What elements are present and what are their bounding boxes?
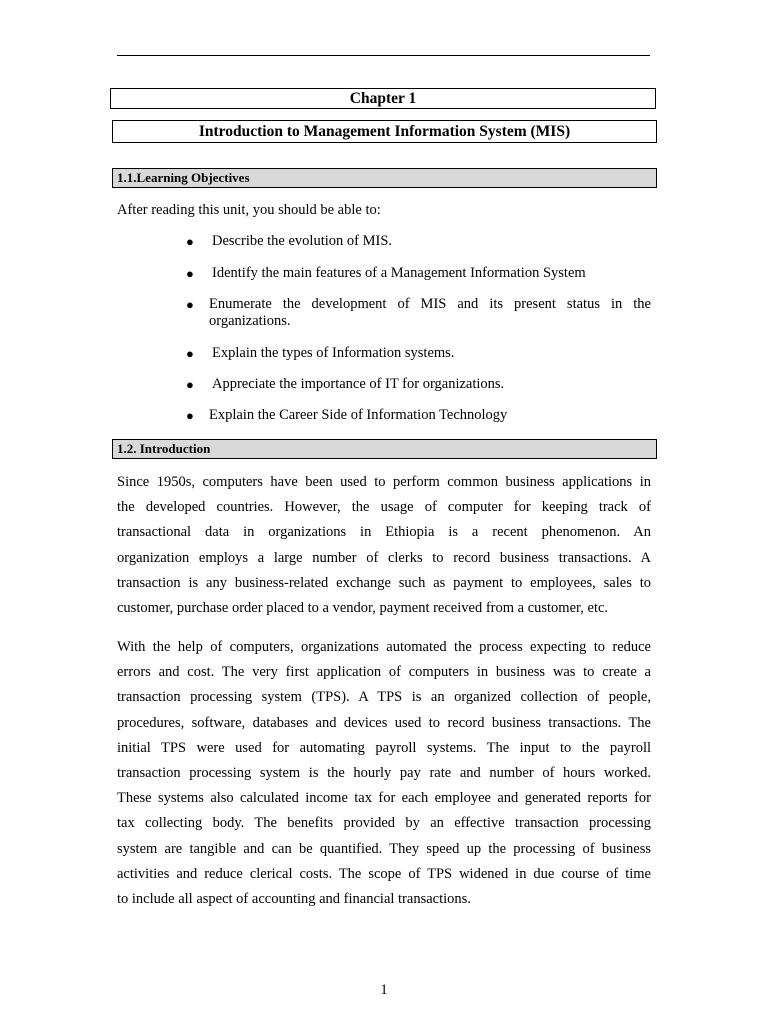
objective-text: Explain the types of Information systems. — [212, 345, 455, 361]
chapter-title: Introduction to Management Information System (MIS) — [112, 120, 657, 143]
paragraph-line: activities and reduce clerical costs. The scope of TPS widened in due course of time — [117, 865, 651, 882]
bullet-icon: ● — [186, 234, 194, 249]
page-number: 1 — [380, 982, 388, 998]
paragraph-line: transaction processing system is the hourly pay rate and number of hours worked. — [117, 764, 651, 781]
bullet-icon: ● — [186, 266, 194, 281]
objective-text: Describe the evolution of MIS. — [212, 233, 393, 249]
paragraph-line: tax collecting body. The benefits provided by an effective transaction processing — [117, 815, 651, 832]
paragraph-line: errors and cost. The very first application of computers in business was to create a — [117, 664, 651, 681]
intro-paragraph-2 — [117, 639, 651, 916]
paragraph-line: initial TPS were used for automating payroll systems. The input to the payroll — [117, 739, 651, 756]
paragraph-line: system are tangible and can be quantified. They speed up the processing of business — [117, 840, 651, 857]
bullet-icon: ● — [186, 408, 194, 423]
paragraph-line: transaction processing system (TPS). A TPS is an organized collection of people, — [117, 689, 651, 706]
paragraph-line: organization employs a large number of clerks to record business transactions. A — [117, 549, 651, 566]
chapter-label: Chapter 1 — [110, 88, 656, 109]
paragraph-line: to include all aspect of accounting and financial transactions. — [117, 890, 471, 907]
section-heading-learning-objectives: 1.1.Learning Objectives — [112, 168, 657, 188]
objective-text: Appreciate the importance of IT for organizations. — [212, 376, 505, 392]
objective-text: Enumerate the development of MIS and its present status in the — [209, 296, 651, 312]
objective-text: organizations. — [209, 313, 291, 329]
objectives-intro: After reading this unit, you should be able to: — [117, 202, 381, 218]
objective-text: Identify the main features of a Management Information System — [212, 265, 586, 281]
paragraph-line: procedures, software, databases and devices used to record business transactions. The — [117, 714, 651, 731]
section-heading-introduction: 1.2. Introduction — [112, 439, 657, 459]
objective-text: Explain the Career Side of Information Technology — [209, 407, 508, 423]
bullet-icon: ● — [186, 346, 194, 361]
bullet-icon: ● — [186, 297, 194, 312]
paragraph-line: transaction is any business-related exchange such as payment to employees, sales to — [117, 574, 651, 591]
paragraph-line: These systems also calculated income tax for each employee and generated reports for — [117, 790, 651, 807]
paragraph-line: customer, purchase order placed to a vendor, payment received from a customer, etc. — [117, 599, 609, 616]
paragraph-line: the developed countries. However, the usage of computer for keeping track of — [117, 499, 651, 516]
header-rule — [117, 55, 650, 56]
paragraph-line: Since 1950s, computers have been used to perform common business applications in — [117, 474, 651, 490]
paragraph-line: transactional data in organizations in Ethiopia is a recent phenomenon. An — [117, 524, 651, 541]
bullet-icon: ● — [186, 377, 194, 392]
intro-paragraph-1 — [117, 474, 651, 625]
paragraph-line: With the help of computers, organizations automated the process expecting to reduce — [117, 639, 651, 655]
